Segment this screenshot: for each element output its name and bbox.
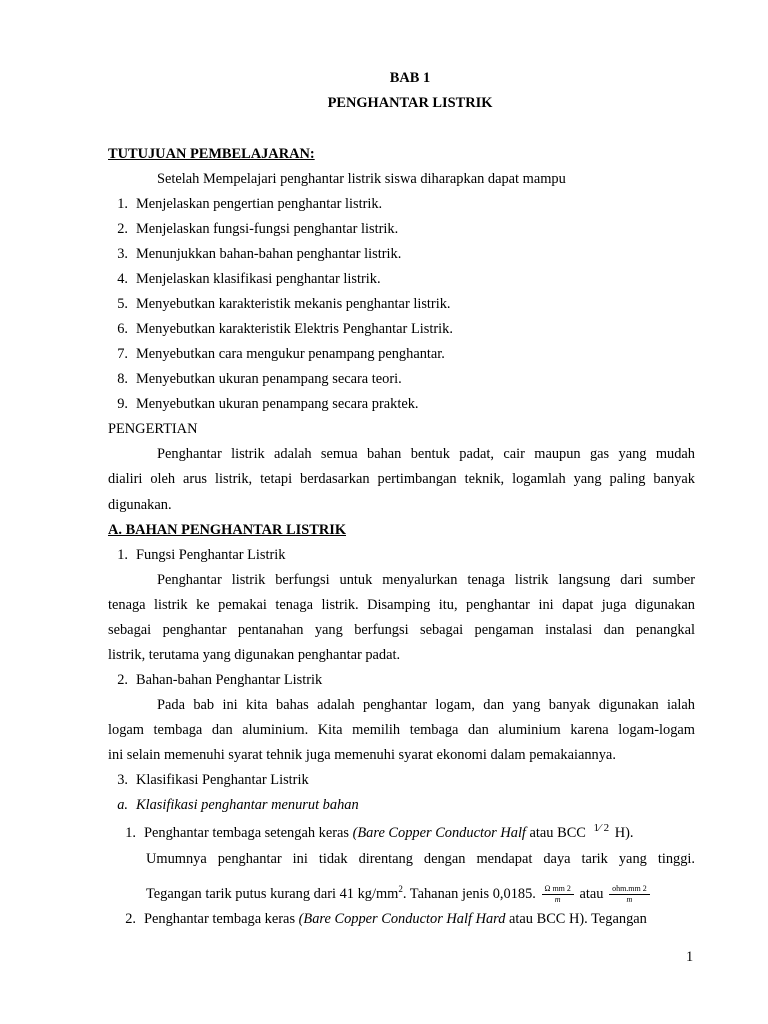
objectives-intro: Setelah Mempelajari penghantar listrik siswa diharapkan dapat mampu <box>157 171 566 187</box>
list-item: 1. Menjelaskan pengertian penghantar listrik. <box>117 196 383 212</box>
paragraph-line: listrik, terutama yang digunakan penghantar padat. <box>108 647 401 663</box>
subsection-heading: 3. Klasifikasi Penghantar Listrik <box>117 772 309 788</box>
list-item: 1. Penghantar tembaga setengah keras (Bare Copper Conductor Half atau BCC $^{1⁄ 2}$ H). <box>125 822 634 841</box>
list-item: 2. Penghantar tembaga keras (Bare Copper Conductor Half Hard atau BCC H). Tegangan <box>125 911 647 927</box>
chapter-label: BAB 1 <box>389 70 431 86</box>
paragraph-line: Penghantar listrik berfungsi untuk menyalurkan tenaga listrik langsung dari sumber <box>157 572 695 588</box>
paragraph-line: dialiri oleh arus listrik, tetapi berdasarkan pertimbangan teknik, logamlah yang paling banyak <box>108 471 695 487</box>
list-item: 2. Menjelaskan fungsi-fungsi penghantar listrik. <box>117 221 399 237</box>
list-item: 3. Menunjukkan bahan-bahan penghantar listrik. <box>117 246 402 262</box>
list-item: 4. Menjelaskan klasifikasi penghantar listrik. <box>117 271 381 287</box>
paragraph-line: Penghantar listrik adalah semua bahan bentuk padat, cair maupun gas yang mudah <box>157 446 695 462</box>
chapter-title: PENGHANTAR LISTRIK <box>327 95 493 111</box>
list-item: 7. Menyebutkan cara mengukur penampang penghantar. <box>117 346 445 362</box>
subsection-heading: 2. Bahan-bahan Penghantar Listrik <box>117 672 323 688</box>
paragraph-line: Umumnya penghantar ini tidak direntang dengan mendapat daya tarik yang tinggi. <box>146 851 695 867</box>
section-heading: A. BAHAN PENGHANTAR LISTRIK <box>108 522 347 538</box>
objectives-heading: TUTUJUAN PEMBELAJARAN: <box>108 146 315 162</box>
list-item: 5. Menyebutkan karakteristik mekanis penghantar listrik. <box>117 296 451 312</box>
paragraph-line: Pada bab ini kita bahas adalah penghantar logam, dan yang banyak digunakan ialah <box>157 697 695 713</box>
fraction-ohm-mm2-per-m-alt: $\frac{\text{ohm.mm 2}}{m}$ <box>609 884 650 905</box>
paragraph-line: logam tembaga dan aluminium. Kita memilih tembaga dan aluminium karena logam-logam <box>108 722 695 738</box>
paragraph-line: sebagai penghantar pentanahan yang berfungsi sebagai pengaman instalasi dan penangkal <box>108 622 695 638</box>
list-item: 8. Menyebutkan ukuran penampang secara teori. <box>117 371 402 387</box>
list-item: 6. Menyebutkan karakteristik Elektris Penghantar Listrik. <box>117 321 453 337</box>
fraction-ohm-mm2-per-m: $\frac{\text{Ω mm 2}}{m}$ <box>542 884 574 905</box>
paragraph-line: Tegangan tarik putus kurang dari 41 $kg/mm^2$. Tahanan jenis 0,0185. $\frac{\text{Ω mm 2}}{m}$ atau $\frac{\text{ohm.mm 2}}{m}$ <box>146 874 652 909</box>
paragraph-line: ini selain memenuhi syarat tehnik juga memenuhi syarat ekonomi dalam pemakaiannya. <box>108 747 616 763</box>
definition-heading: PENGERTIAN <box>108 421 198 437</box>
paragraph-line: tenaga listrik ke pemakai tenaga listrik. Disamping itu, penghantar ini dapat juga digunakan <box>108 597 695 613</box>
subsection-heading: 1. Fungsi Penghantar Listrik <box>117 547 286 563</box>
paragraph-line: digunakan. <box>108 497 172 513</box>
subsection-heading: a. Klasifikasi penghantar menurut bahan <box>117 797 359 813</box>
list-item: 9. Menyebutkan ukuran penampang secara praktek. <box>117 396 419 412</box>
page-number: 1 <box>686 949 694 965</box>
